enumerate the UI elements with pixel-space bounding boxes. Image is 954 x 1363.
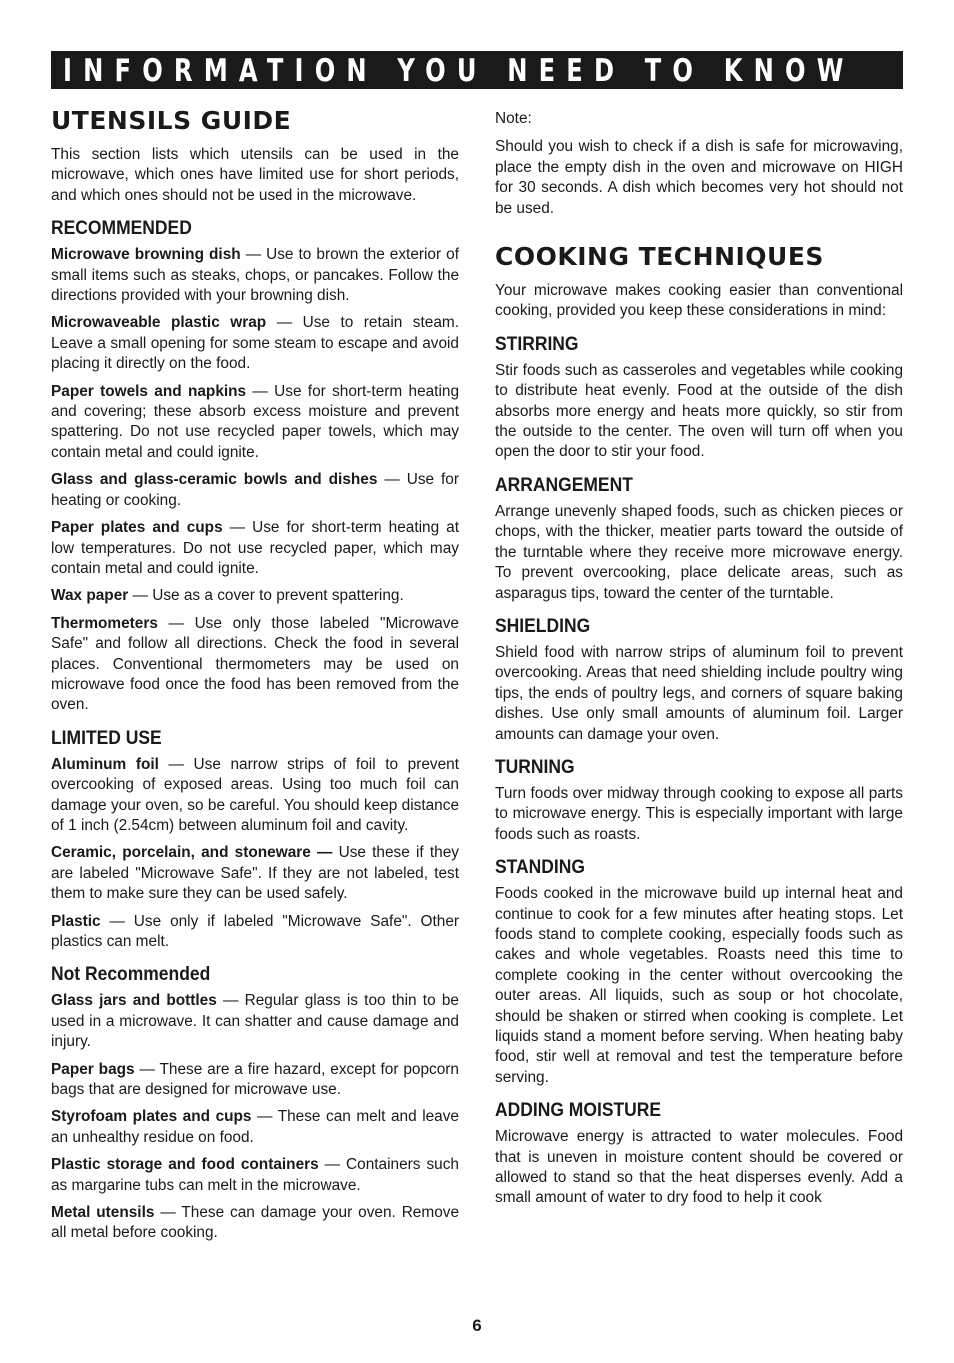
utensils-guide-title: UTENSILS GUIDE (51, 106, 292, 135)
utensil-desc: — Use to brown the exterior of small items such as steaks, chops, or pancakes. Follow the directions provided with your browning dish. (51, 246, 459, 305)
utensil-term: Microwaveable plastic wrap (51, 314, 267, 332)
adding-moisture-text: Microwave energy is attracted to water molecules. Food that is uneven in moisture content should be covered or allowed to stand so that the heat disperses evenly. Add a small amount of water to dry food to help it cook (495, 1128, 903, 1207)
utensil-item (51, 1107, 459, 1148)
arrangement-heading: ARRANGEMENT (495, 474, 633, 496)
right-column (495, 105, 903, 1216)
utensil-item (51, 586, 459, 606)
utensil-item (51, 518, 459, 579)
utensil-term: Aluminum foil (51, 755, 159, 773)
utensil-term: Ceramic, porcelain, and stoneware — (51, 844, 333, 862)
page-number: 6 (472, 1316, 482, 1335)
shielding-text: Shield food with narrow strips of aluminum foil to prevent overcooking. Areas that need shielding include poultry wing tips, the ends of poultry legs, and corners of square baking dishes. Use only small amounts of aluminum foil. Larger amounts can damage your oven. (495, 643, 903, 743)
utensil-desc: Use these if they are labeled "Microwave Safe". If they are not labeled, test them to make sure they can be used safely. (51, 844, 459, 903)
limited-use-heading: LIMITED USE (51, 727, 162, 749)
banner-title: INFORMATION YOU NEED TO KNOW (63, 53, 855, 89)
utensil-item (51, 755, 459, 837)
standing-text: Foods cooked in the microwave build up internal heat and continue to cook for a few minutes after heating stops. Let foods stand to complete cooking, especially foods such as cakes and whole vegetables. Roasts need this time to complete cooking in the center without overcooking the outer areas. All liquids, such as soup or hot chocolate, should be shaken or stirred when cooking is complete. Let liquids stand a moment before serving. When heating baby food, stir well at removal and test the temperature before serving. (495, 885, 903, 1086)
utensil-term: Microwave browning dish (51, 246, 241, 264)
utensil-desc: — Use for short-term heating at low temperatures. Do not use recycled paper, which may contain metal and could ignite. (51, 519, 459, 577)
utensil-desc: — Use as a cover to prevent spattering. (128, 587, 404, 605)
utensil-desc: — Use to retain steam. Leave a small opening for some steam to escape and avoid placing it directly on the food. (51, 314, 459, 373)
utensil-desc: — Regular glass is too thin to be used in a microwave. It can shatter and cause damage and injury. (51, 992, 459, 1051)
utensils-intro: This section lists which utensils can be used in the microwave, which ones have limited use for short periods, and which ones should not be used in the microwave. (51, 146, 459, 204)
shielding-heading: SHIELDING (495, 615, 591, 637)
note-label: Note: (495, 110, 532, 127)
utensil-desc: — These can melt and leave an unhealthy residue on food. (51, 1108, 459, 1146)
utensil-item (51, 382, 459, 464)
utensil-term: Styrofoam plates and cups (51, 1108, 252, 1126)
utensil-term: Glass and glass-ceramic bowls and dishes (51, 471, 378, 489)
header-banner (51, 51, 903, 89)
utensil-desc: — Use only those labeled "Microwave Safe" and follow all directions. Check the food in several places. Conventional thermometers may be used on microwave food once the food has been removed from the oven. (51, 614, 459, 714)
utensil-item (51, 912, 459, 953)
utensil-item (51, 614, 459, 716)
arrangement-text: Arrange unevenly shaped foods, such as chicken pieces or chops, with the thicker, meatier parts toward the outside of the turntable where they receive more microwave energy. To prevent overcooking, place delicate areas, such as asparagus tips, toward the center of the turntable. (495, 502, 903, 602)
utensil-term: Thermometers (51, 614, 158, 632)
not-recommended-heading: Not Recommended (51, 964, 211, 986)
utensil-term: Paper towels and napkins (51, 382, 247, 400)
cooking-intro: Your microwave makes cooking easier than conventional cooking, provided you keep these considerations in mind: (495, 282, 903, 320)
utensil-item (51, 1203, 459, 1244)
utensil-desc: — Use narrow strips of foil to prevent overcooking of exposed areas. Using too much foil can damage your oven, so be careful. You should keep distance of 1 inch (2.54cm) between aluminum foil and cavity. (51, 755, 459, 834)
utensil-item (51, 991, 459, 1052)
utensil-term: Metal utensils (51, 1204, 155, 1222)
utensil-term: Plastic storage and food containers (51, 1156, 319, 1174)
turning-text: Turn foods over midway through cooking to expose all parts to microwave energy. This is especially important with large foods such as roasts. (495, 784, 903, 843)
left-column (51, 105, 459, 1251)
utensil-desc: — Containers such as margarine tubs can melt in the microwave. (51, 1156, 459, 1194)
utensil-desc: — These can damage your oven. Remove all metal before cooking. (51, 1204, 460, 1242)
utensil-term: Paper plates and cups (51, 519, 223, 537)
utensil-item (51, 245, 459, 306)
note-text: Should you wish to check if a dish is safe for microwaving, place the empty dish in the oven and microwave on HIGH for 30 seconds. A dish which becomes very hot should not be used. (495, 138, 903, 217)
utensil-term: Wax paper (51, 587, 129, 605)
standing-heading: STANDING (495, 857, 585, 879)
utensil-item (51, 1155, 459, 1196)
utensil-desc: — Use only if labeled "Microwave Safe". Other plastics can melt. (51, 912, 459, 950)
stirring-text: Stir foods such as casseroles and vegetables while cooking to distribute heat evenly. Food at the outside of the dish absorbs more energy and heats more quickly, so stir from the outside to the center. The oven will turn off when you open the door to stir your food. (495, 361, 903, 461)
utensil-desc: — Use for short-term heating and covering; these absorb excess moisture and prevent spattering. Do not use recycled paper towels, which may contain metal and could ignite. (51, 382, 459, 461)
utensil-item (51, 313, 459, 374)
recommended-heading: RECOMMENDED (51, 218, 192, 240)
utensil-item (51, 843, 459, 904)
cooking-techniques-title: COOKING TECHNIQUES (495, 242, 824, 272)
stirring-heading: STIRRING (495, 333, 579, 355)
utensil-term: Glass jars and bottles (51, 992, 217, 1010)
utensil-term: Paper bags (51, 1060, 135, 1078)
turning-heading: TURNING (495, 756, 575, 778)
utensil-item (51, 470, 459, 511)
adding-moisture-heading: ADDING MOISTURE (495, 1100, 662, 1122)
utensil-item (51, 1060, 459, 1101)
utensil-desc: — These are a fire hazard, except for popcorn bags that are designed for microwave use. (51, 1060, 459, 1099)
utensil-term: Plastic (51, 912, 101, 930)
utensil-desc: — Use for heating or cooking. (51, 471, 459, 509)
